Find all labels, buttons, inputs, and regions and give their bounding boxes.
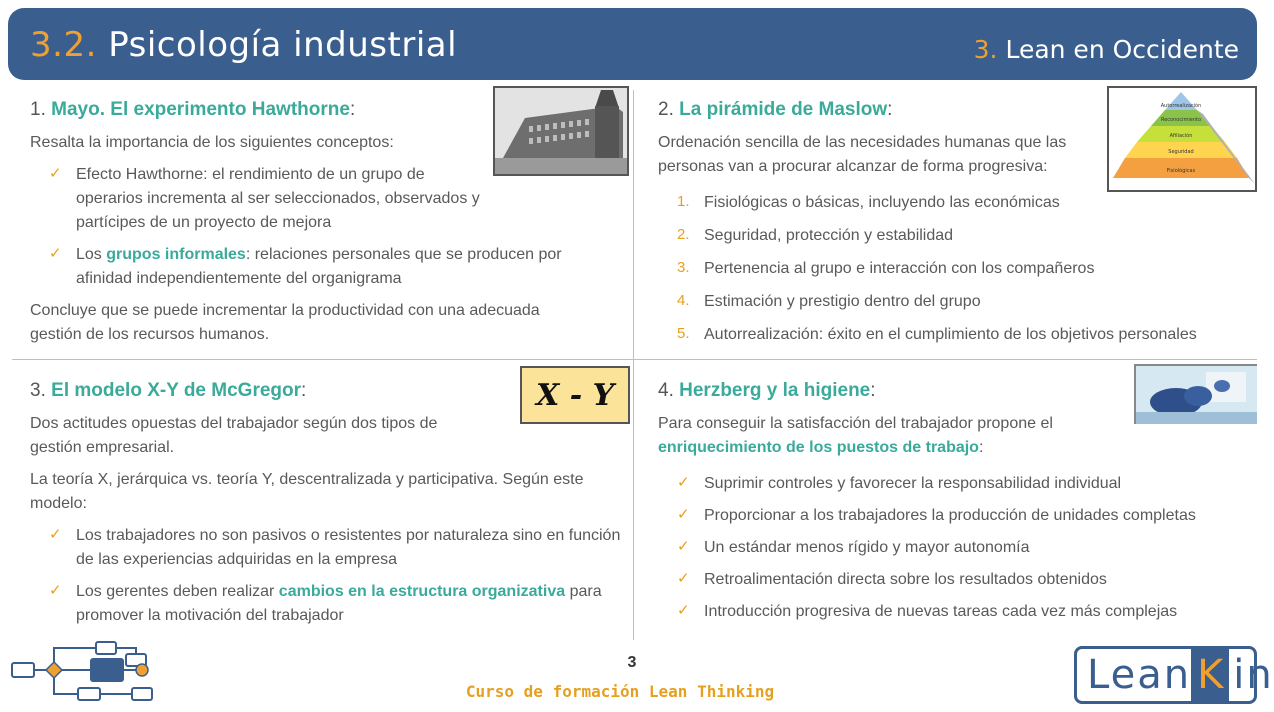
slide-title-number: 3.2.	[30, 25, 97, 65]
horizontal-divider	[12, 359, 1257, 360]
flowchart-icon	[8, 634, 158, 706]
check-icon: ✓	[677, 601, 690, 619]
course-name: Curso de formación Lean Thinking	[465, 682, 775, 701]
heading-number: 2.	[658, 99, 674, 120]
check-icon: ✓	[49, 164, 62, 182]
heading-number: 1.	[30, 99, 46, 120]
highlight-text: grupos informales	[106, 245, 246, 263]
item-number: 2.	[677, 225, 690, 243]
list-item	[658, 257, 1258, 281]
flow-diagram-icon	[8, 634, 158, 706]
vertical-divider	[633, 90, 634, 640]
slide-header	[8, 8, 1257, 80]
logo-k: K	[1191, 649, 1229, 701]
highlight-text: cambios en la estructura organizativa	[278, 582, 566, 600]
maslow-pyramid-image	[1107, 86, 1257, 192]
bullet-text: Proporcionar a los trabajadores la producción de unidades completas	[704, 506, 1196, 524]
logo-in: in	[1233, 652, 1274, 698]
heading-suffix: :	[349, 99, 356, 120]
xy-model-box	[520, 366, 630, 424]
heading-text: Herzberg y la higiene	[679, 380, 871, 401]
list-item	[658, 191, 1258, 215]
factory-illustration	[495, 88, 627, 174]
heading-suffix: :	[887, 99, 893, 120]
check-icon: ✓	[677, 537, 690, 555]
list-item	[658, 323, 1258, 347]
xy-label: X - Y	[535, 377, 615, 413]
bullet-text: para promover la motivación del trabajador	[76, 582, 602, 624]
heading-text: Mayo. El experimento Hawthorne	[51, 99, 350, 120]
paragraph-text: La teoría X, jerárquica vs. teoría Y, descentralizada y participativa. Según este modelo:	[30, 470, 584, 512]
list-item	[30, 580, 621, 628]
conclusion-text: Concluye que se puede incrementar la productividad con una adecuada gestión de los recursos humanos.	[30, 301, 540, 343]
intro-text: Resalta la importancia de los siguientes conceptos:	[30, 133, 394, 151]
check-icon: ✓	[677, 473, 690, 491]
item-number: 5.	[677, 324, 690, 342]
bullet-list	[30, 524, 620, 628]
gloves-illustration	[1136, 366, 1257, 424]
intro-text-part: :	[978, 438, 984, 456]
bullet-text: Efecto Hawthorne: el rendimiento de un grupo de operarios incrementa al ser seleccionados, observados y partícipes de un proyecto de mejora	[76, 165, 480, 231]
list-item	[658, 536, 1258, 560]
heading-number: 4.	[658, 380, 674, 401]
leankin-logo	[1074, 646, 1274, 704]
bullet-text: : relaciones personales que se producen por afinidad independientemente del organigrama	[76, 245, 562, 287]
intro-text: Ordenación sencilla de las necesidades humanas que las personas van a procurar alcanzar de forma progresiva:	[658, 133, 1067, 175]
section-label	[974, 35, 1239, 64]
list-item	[658, 600, 1258, 624]
slide-title	[30, 25, 457, 65]
intro-text-part: Para conseguir la satisfacción del trabajador propone el	[658, 414, 1053, 432]
intro-text	[658, 412, 1118, 460]
list-item	[30, 163, 488, 235]
pyramid-label: Autorrealización	[1160, 103, 1202, 109]
heading-text: El modelo X-Y de McGregor	[51, 380, 302, 401]
list-item	[30, 243, 606, 291]
numbered-list	[658, 191, 1258, 347]
bullet-text: Los trabajadores no son pasivos o resistentes por naturaleza sino en función de las experiencias adquiridas en la empresa	[76, 526, 621, 568]
item-text: Estimación y prestigio dentro del grupo	[704, 292, 981, 310]
factory-image	[493, 86, 629, 176]
section-text: Lean en Occidente	[1005, 35, 1239, 64]
check-icon: ✓	[49, 525, 62, 543]
pyramid-illustration	[1109, 88, 1255, 190]
list-item	[658, 472, 1258, 496]
item-text: Autorrealización: éxito en el cumplimiento de los objetivos personales	[704, 325, 1197, 343]
slide-title-text: Psicología industrial	[108, 25, 458, 65]
item-number: 3.	[677, 258, 690, 276]
list-item	[658, 568, 1258, 592]
item-text: Seguridad, protección y estabilidad	[704, 226, 954, 244]
logo-lean: Lean	[1087, 652, 1192, 698]
highlight-text: enriquecimiento de los puestos de trabajo	[658, 438, 979, 456]
check-icon: ✓	[49, 244, 62, 262]
pyramid-label: Seguridad	[1168, 149, 1194, 155]
heading-text: La pirámide de Maslow	[679, 99, 888, 120]
bullet-text: Introducción progresiva de nuevas tareas cada vez más complejas	[704, 602, 1178, 620]
item-number: 1.	[677, 192, 690, 210]
heading-suffix: :	[301, 380, 307, 401]
check-icon: ✓	[49, 581, 62, 599]
list-item	[30, 524, 621, 572]
bullet-list	[30, 163, 620, 291]
bullet-text: Suprimir controles y favorecer la responsabilidad individual	[704, 474, 1122, 492]
heading-number: 3.	[30, 380, 46, 401]
pyramid-label: Reconocimiento	[1160, 117, 1202, 123]
bullet-text: Un estándar menos rígido y mayor autonomía	[704, 538, 1030, 556]
check-icon: ✓	[677, 569, 690, 587]
paragraph-text: Dos actitudes opuestas del trabajador según dos tipos de gestión empresarial.	[30, 414, 438, 456]
list-item	[658, 504, 1258, 528]
bullet-list	[658, 472, 1258, 624]
bullet-text: Los gerentes deben realizar	[76, 582, 279, 600]
item-text: Fisiológicas o básicas, incluyendo las económicas	[704, 193, 1060, 211]
item-number: 4.	[677, 291, 690, 309]
item-text: Pertenencia al grupo e interacción con los compañeros	[704, 259, 1095, 277]
page-number: 3	[627, 654, 637, 671]
bullet-text: Retroalimentación directa sobre los resultados obtenidos	[704, 570, 1107, 588]
hygiene-image	[1134, 364, 1257, 424]
pyramid-label: Afiliación	[1169, 133, 1193, 139]
section-number: 3.	[973, 35, 998, 64]
heading-suffix: :	[870, 380, 876, 401]
bullet-text: Los	[76, 245, 107, 263]
check-icon: ✓	[677, 505, 690, 523]
list-item	[658, 224, 1258, 248]
pyramid-label: Fisiológicas	[1166, 168, 1196, 174]
list-item	[658, 290, 1258, 314]
